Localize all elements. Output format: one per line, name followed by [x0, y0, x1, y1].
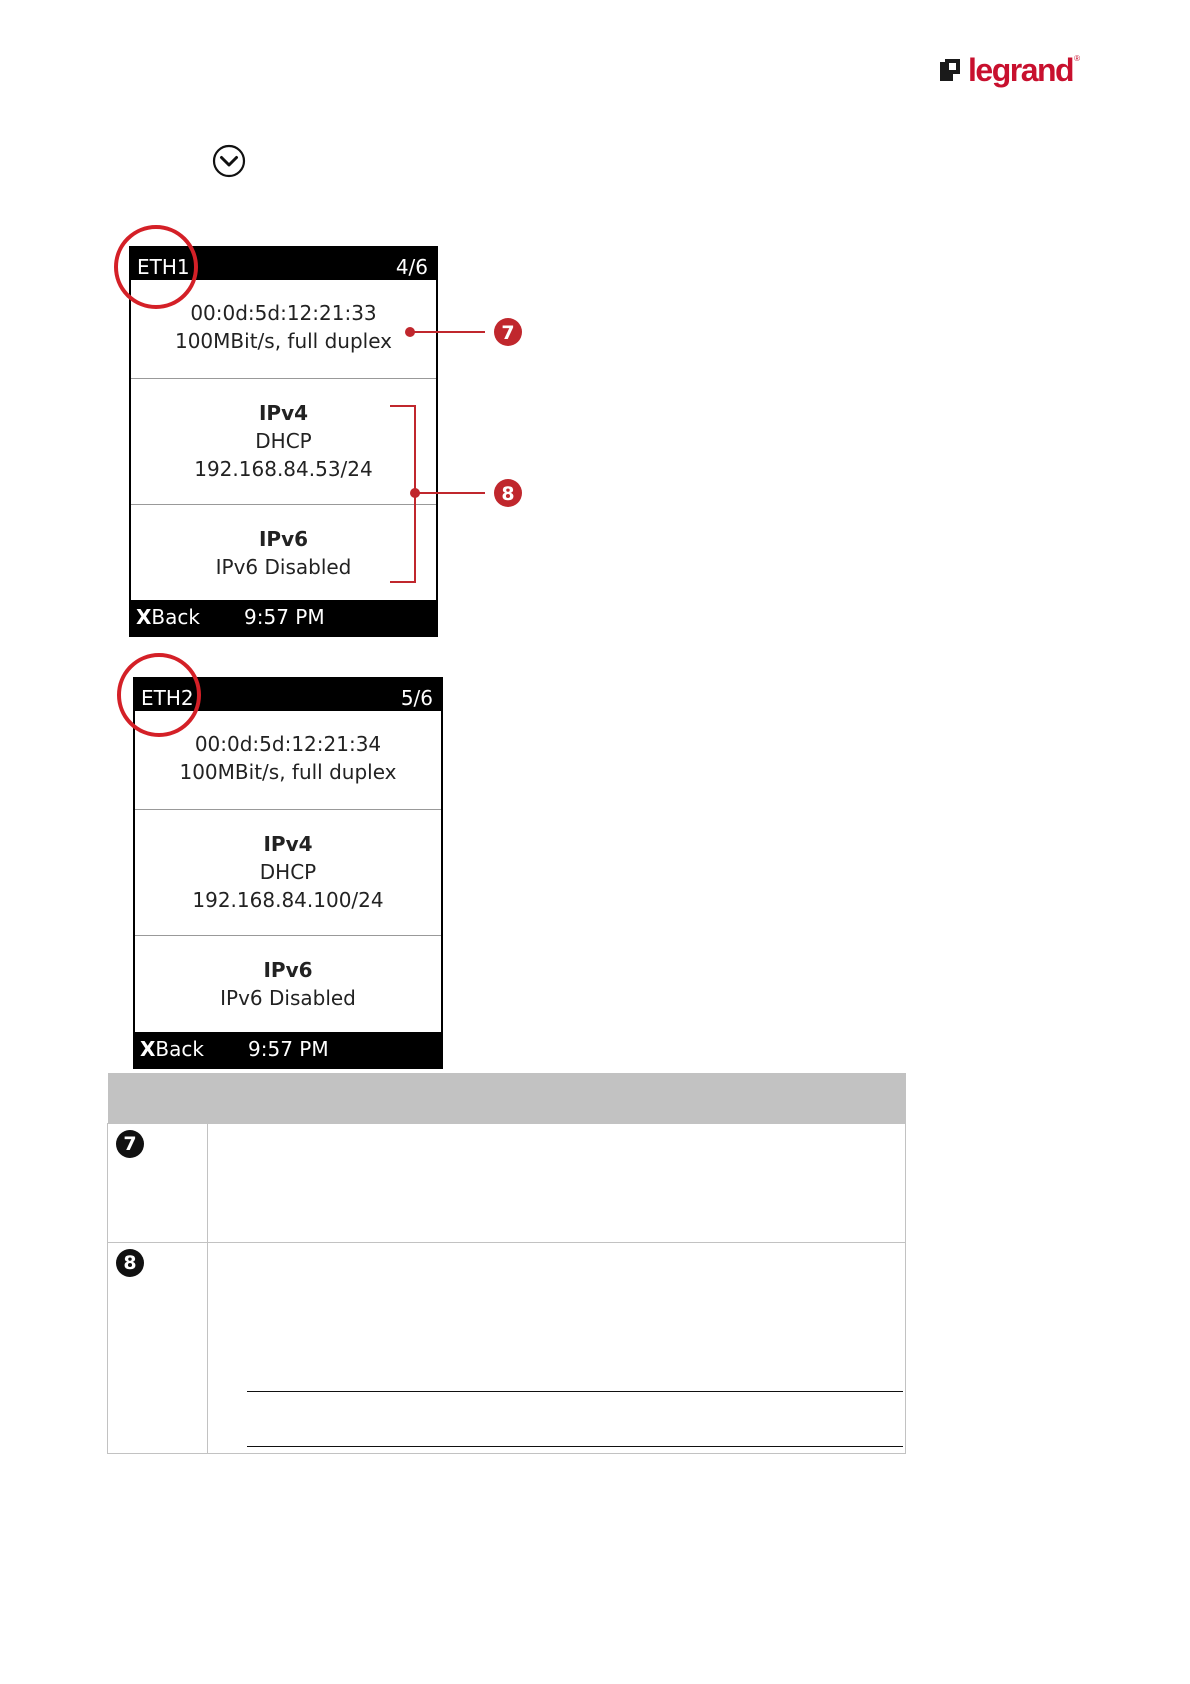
table-header-row: [108, 1073, 906, 1124]
ipv4-section: [135, 830, 441, 914]
page-indicator: 5/6: [400, 686, 433, 710]
back-button[interactable]: [136, 600, 200, 635]
chevron-down-circle-icon: [212, 144, 246, 178]
screen-footer: [135, 1032, 441, 1067]
ipv6-title: IPv6: [258, 527, 309, 551]
ipv4-address: 192.168.84.53/24: [194, 457, 373, 481]
row-description-cell: [208, 1124, 906, 1243]
logo-registered-mark: ®: [1074, 54, 1080, 63]
table-row: [108, 1243, 906, 1454]
clock-time: 9:57 PM: [248, 1037, 329, 1061]
ipv6-title: IPv6: [263, 958, 313, 982]
close-x-icon: X: [136, 605, 152, 629]
ipv6-status: IPv6 Disabled: [215, 555, 352, 579]
legrand-logo-mark-icon: [940, 59, 960, 81]
ipv4-title: IPv4: [263, 832, 313, 856]
highlight-circle: [117, 653, 201, 737]
back-label: Back: [151, 605, 200, 629]
row-number-badge: 7: [116, 1130, 144, 1158]
ipv4-address: 192.168.84.100/24: [192, 888, 384, 912]
ipv4-mode: DHCP: [255, 429, 312, 453]
back-button[interactable]: [140, 1032, 204, 1067]
divider: [131, 378, 436, 379]
row-description-cell: [208, 1243, 906, 1454]
divider: [135, 935, 441, 936]
clock-time: 9:57 PM: [244, 605, 325, 629]
legend-table: [107, 1073, 906, 1454]
back-label: Back: [155, 1037, 204, 1061]
callout-number: 7: [501, 322, 515, 344]
ipv4-mode: DHCP: [259, 860, 317, 884]
note-rule-bottom: [247, 1446, 903, 1447]
note-rule-top: [247, 1391, 903, 1392]
ipv6-status: IPv6 Disabled: [220, 986, 356, 1010]
lcd-screen-eth2: [133, 677, 443, 1069]
ipv4-title: IPv4: [258, 401, 309, 425]
mac-address: 00:0d:5d:12:21:33: [190, 301, 377, 325]
row-number-cell: [108, 1124, 208, 1243]
mac-address: 00:0d:5d:12:21:34: [194, 732, 382, 756]
row-number-badge: 8: [116, 1249, 144, 1277]
screen-footer: [131, 600, 436, 635]
callout-8: [390, 400, 530, 590]
interface-name: ETH2: [141, 686, 194, 710]
table-row: [108, 1124, 906, 1243]
page-indicator: 4/6: [395, 255, 428, 279]
link-section: [135, 730, 441, 786]
callout-number: 8: [501, 483, 515, 505]
link-speed: 100MBit/s, full duplex: [179, 760, 397, 784]
link-speed: 100MBit/s, full duplex: [174, 329, 393, 353]
interface-name: ETH1: [137, 255, 190, 279]
logo-wordmark: legrand: [968, 52, 1074, 88]
divider: [135, 809, 441, 810]
highlight-circle: [114, 225, 198, 309]
table-header: [108, 1073, 906, 1124]
ipv6-section: [135, 956, 441, 1012]
callout-7: [400, 312, 530, 352]
row-number-cell: [108, 1243, 208, 1454]
link-section: [131, 299, 436, 355]
close-x-icon: X: [140, 1037, 156, 1061]
legrand-logo: [940, 54, 1080, 86]
